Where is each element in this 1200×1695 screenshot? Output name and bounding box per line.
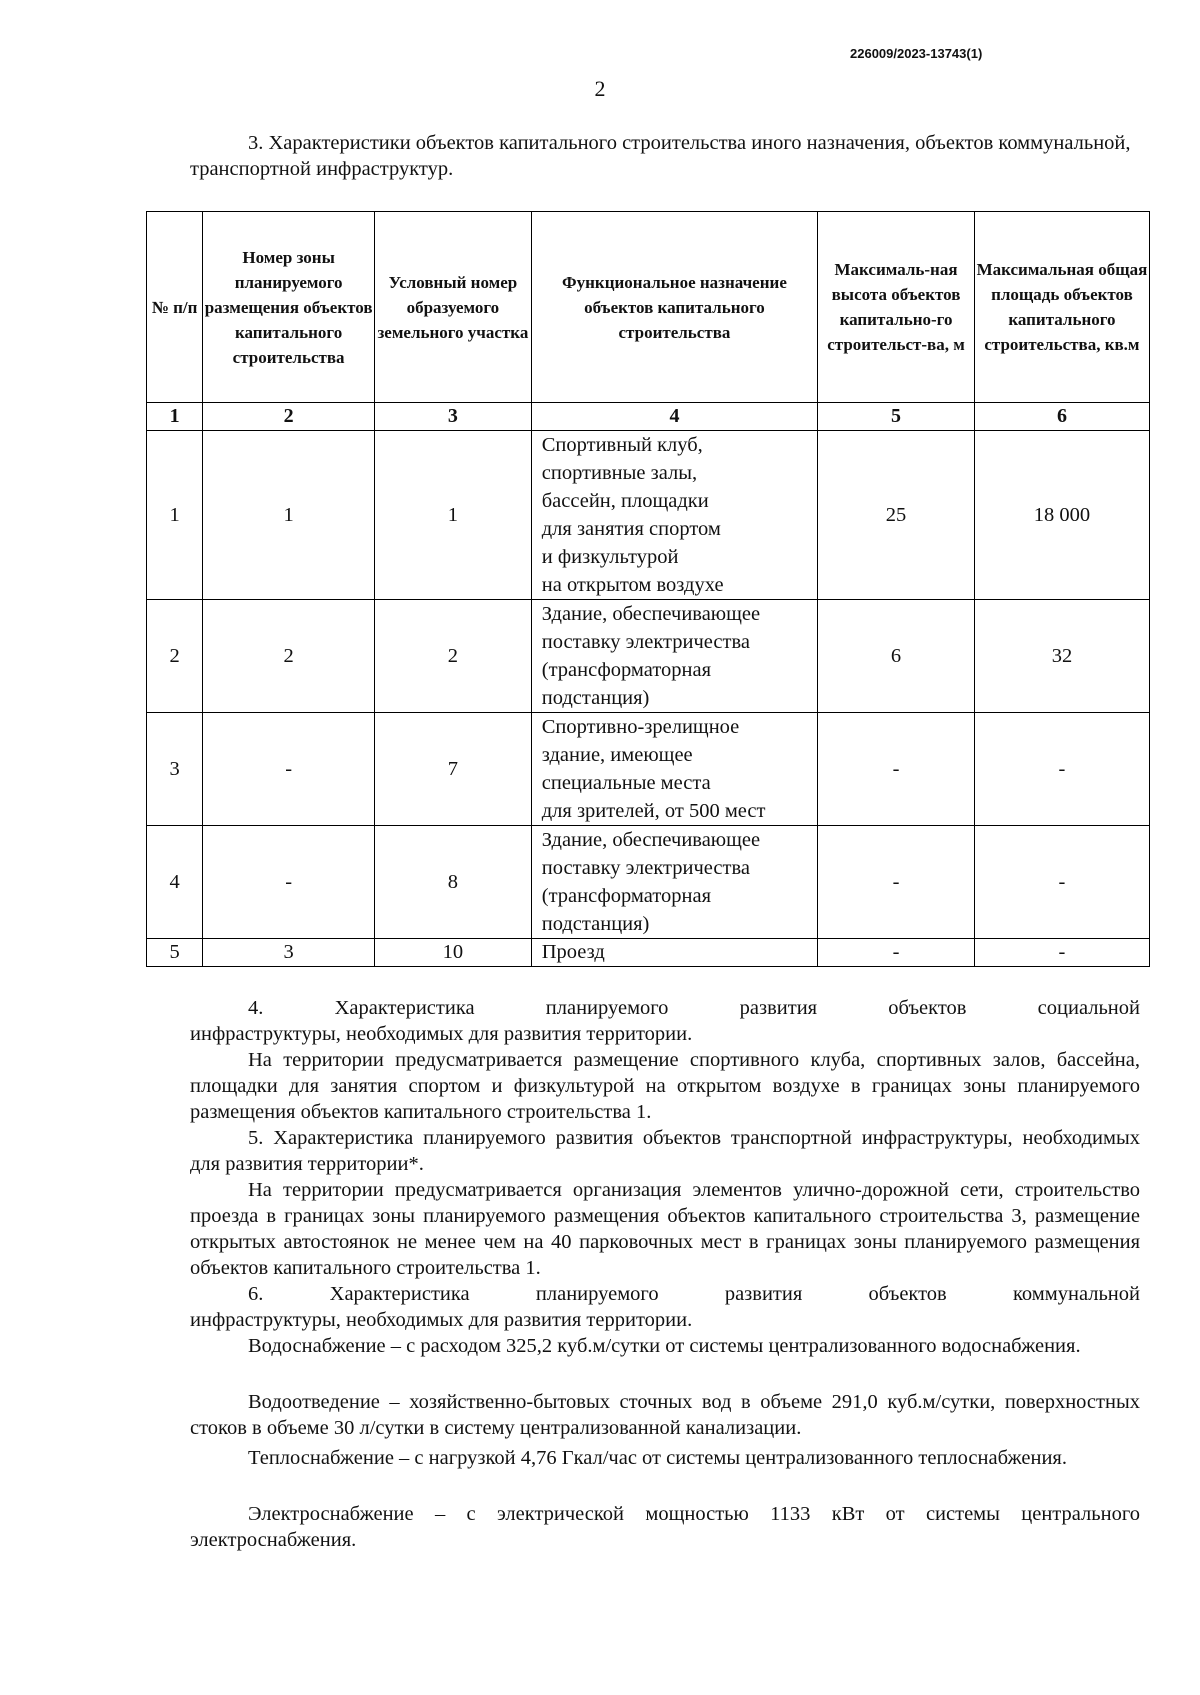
function-text-line: на открытом воздухе [541,574,724,596]
header-cell-zone: Номер зоны планируемого размещения объектов капитального строительства [203,212,375,403]
max-area: 32 [974,600,1149,713]
section-5-heading: 5. Характеристика планируемого развития объектов транспортной инфраструктуры, необходимых для развития территории*. [190,1127,1140,1175]
column-number-row [147,403,1150,431]
function-text-line: Здание, обеспечивающее [541,829,761,851]
max-height: - [818,713,975,826]
function-text [531,600,817,713]
max-height: 6 [818,600,975,713]
column-number: 6 [974,403,1149,431]
function-text-line: Спортивно-зрелищное [541,716,740,738]
header-cell-plot: Условный номер образуемого земельного участка [375,212,532,403]
function-text-line: поставку электричества [541,857,750,879]
function-text-line: спортивные залы, [541,462,698,484]
header-cell-number: № п/п [147,212,203,403]
column-number: 5 [818,403,975,431]
max-height: - [818,826,975,939]
function-text-line: поставку электричества [541,631,750,653]
plot-number: 1 [375,431,532,600]
column-number: 2 [203,403,375,431]
power-supply-text: Электроснабжение – с электрической мощностью 1133 кВт от системы центрального электроснабжения. [190,1503,1140,1551]
header-cell-max-area: Максимальная общая площадь объектов капитального строительства, кв.м [974,212,1149,403]
section-6-heading-line2: инфраструктуры, необходимых для развития территории. [190,1309,693,1331]
section-6-heading-line1: 6. Характеристика планируемого развития объектов коммунальной [248,1283,1140,1305]
zone-number: 1 [203,431,375,600]
document-id: 226009/2023-13743(1) [850,46,983,61]
table-row [147,431,1150,600]
row-number: 5 [147,939,203,967]
function-text [531,939,817,967]
max-area: - [974,713,1149,826]
section-4-body: На территории предусматривается размещение спортивного клуба, спортивных залов, бассейна, площадки для занятия спортом и физкультурой на открытом воздухе в границах зоны планируемого размещения объектов капитального строительства 1. [190,1049,1140,1123]
header-cell-max-height: Максималь-ная высота объектов капитально-го строительст-ва, м [818,212,975,403]
section-5-body: На территории предусматривается организация элементов улично-дорожной сети, строительство проезда в границах зоны планируемого размещения объектов капитального строительства 3, размещение открытых автостоянок не менее чем на 40 парковочных мест в границах зоны планируемого размещения объектов капитального строительства 1. [190,1179,1140,1279]
function-text-line: здание, имеющее [541,744,693,766]
section-4-heading-line1: 4. Характеристика планируемого развития объектов социальной [248,997,1140,1019]
row-number: 2 [147,600,203,713]
column-number: 4 [531,403,817,431]
row-number: 4 [147,826,203,939]
section-4-heading [190,995,1140,1047]
function-text-line: для занятия спортом [541,518,721,540]
header-cell-function: Функциональное назначение объектов капитального строительства [531,212,817,403]
water-supply-text: Водоснабжение – с расходом 325,2 куб.м/сутки от системы централизованного водоснабжения. [248,1335,1081,1357]
function-text-line: специальные места [541,772,711,794]
plot-number: 8 [375,826,532,939]
max-area: - [974,826,1149,939]
capital-objects-table [146,211,1150,967]
max-area: 18 000 [974,431,1149,600]
zone-number: 3 [203,939,375,967]
zone-number: 2 [203,600,375,713]
table-row [147,713,1150,826]
table-row [147,826,1150,939]
function-text [531,431,817,600]
page-number: 2 [594,76,606,101]
plot-number: 10 [375,939,532,967]
section-6-heading [190,1281,1140,1333]
plot-number: 2 [375,600,532,713]
water-disposal-text: Водоотведение – хозяйственно-бытовых сточных вод в объеме 291,0 куб.м/сутки, поверхностных стоков в объеме 30 л/сутки в систему централизованной канализации. [190,1391,1140,1439]
function-text-line: и физкультурой [541,546,679,568]
section-3-heading: 3. Характеристики объектов капитального строительства иного назначения, объектов коммунальной, транспортной инфраструктур. [190,132,1131,180]
function-text-line: Здание, обеспечивающее [541,603,761,625]
zone-number: - [203,826,375,939]
plot-number: 7 [375,713,532,826]
max-height: - [818,939,975,967]
function-text-line: Спортивный клуб, [541,434,703,456]
function-text-line: (трансформаторная [541,885,712,907]
function-text [531,713,817,826]
table-row [147,600,1150,713]
column-number: 3 [375,403,532,431]
function-text [531,826,817,939]
max-area: - [974,939,1149,967]
function-text-line: бассейн, площадки [541,490,709,512]
function-text-line: подстанция) [541,913,650,935]
zone-number: - [203,713,375,826]
column-number: 1 [147,403,203,431]
table-header-row [147,212,1150,403]
heat-supply-text: Теплоснабжение – с нагрузкой 4,76 Гкал/час от системы централизованного теплоснабжения. [248,1447,1067,1469]
row-number: 3 [147,713,203,826]
section-4-heading-line2: инфраструктуры, необходимых для развития территории. [190,1023,693,1045]
row-number: 1 [147,431,203,600]
max-height: 25 [818,431,975,600]
table-row [147,939,1150,967]
function-text-line: подстанция) [541,687,650,709]
function-text-line: Проезд [541,941,605,963]
function-text-line: для зрителей, от 500 мест [541,800,766,822]
function-text-line: (трансформаторная [541,659,712,681]
